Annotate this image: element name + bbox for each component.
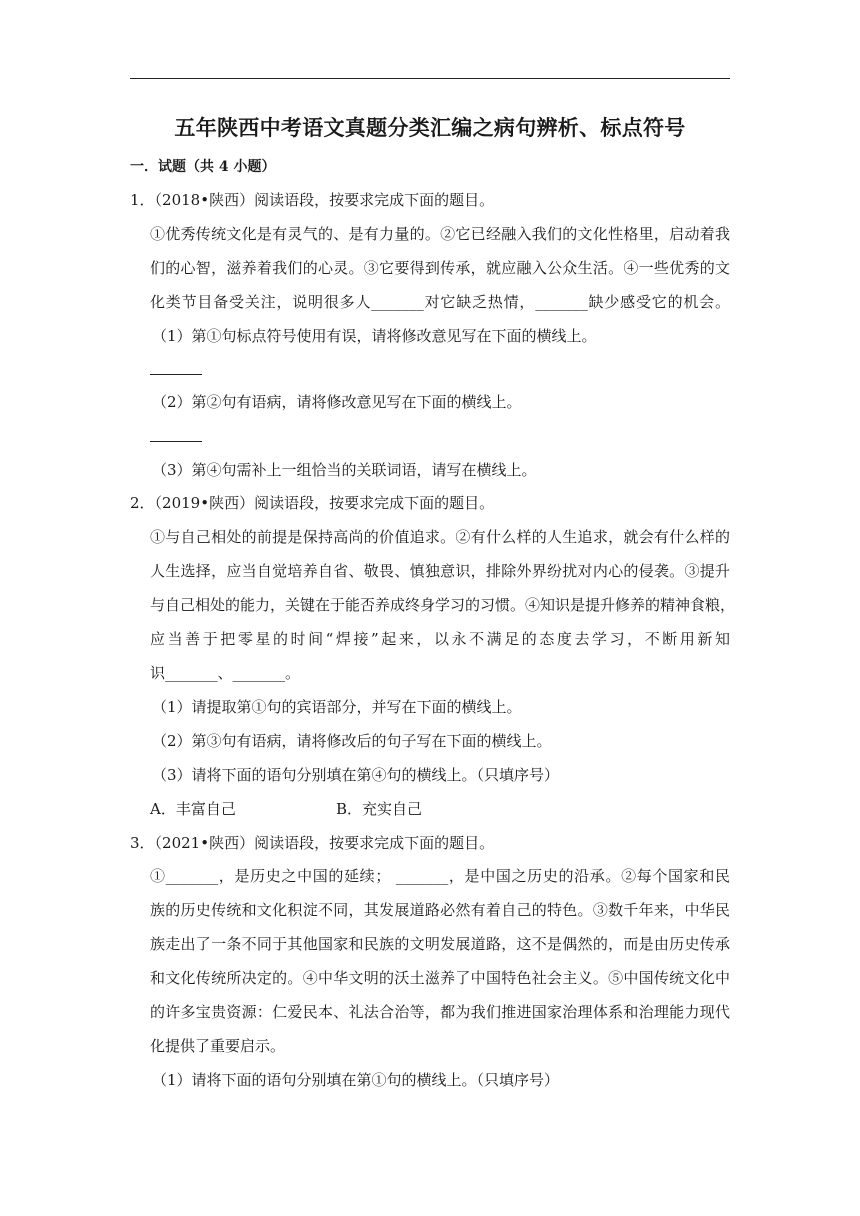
q3-passage-line: ①_______，是历史之中国的延续； _______，是中国之历史的沿承。②每个国家和民 [150,867,730,885]
q2-passage-line: 与自己相处的能力，关键在于能否养成终身学习的习惯。④知识是提升修养的精神食粮， [150,596,736,614]
q1-sub-question: （3）第④句需补上一组恰当的关联词语，请写在横线上。 [152,461,537,479]
q2-passage-line: 应当善于把零星的时间“焊接”起来，以永不满足的态度去学习，不断用新知 [150,630,730,648]
q3-passage-line: 和文化传统所决定的。④中华文明的沃土滋养了中国特色社会主义。⑤中国传统文化中 [150,969,730,987]
answer-line[interactable] [150,441,202,442]
q1-passage-line: 们的心智，滋养着我们的心灵。③它要得到传承，就应融入公众生活。④一些优秀的文 [150,259,730,277]
q1-stem: 1．（2018•陕西）阅读语段，按要求完成下面的题目。 [130,191,495,209]
q3-passage-line: 族的历史传统和文化积淀不同，其发展道路必然有着自己的特色。③数千年来，中华民 [150,901,730,919]
q2-option-a: A．丰富自己 [150,800,236,818]
q2-passage-line: 识_______、_______。 [150,664,301,682]
q2-stem: 2．（2019•陕西）阅读语段，按要求完成下面的题目。 [130,494,495,512]
q2-passage-line: 人生选择，应当自觉培养自省、敬畏、慎独意识，排除外界纷扰对内心的侵袭。③提升 [150,562,730,580]
section-heading: 一．试题（共 4 小题） [130,159,276,175]
header-rule [130,78,730,79]
q1-sub-question: （2）第②句有语病，请将修改意见写在下面的横线上。 [152,393,522,411]
q1-passage-line: ①优秀传统文化是有灵气的、是有力量的。②它已经融入我们的文化性格里，启动着我 [150,225,730,243]
q2-sub-question: （3）请将下面的语句分别填在第④句的横线上。（只填序号） [152,766,560,784]
q3-passage-line: 化提供了重要启示。 [150,1037,286,1055]
q2-sub-question: （1）请提取第①句的宾语部分，并写在下面的横线上。 [152,698,522,716]
q3-passage-line: 的许多宝贵资源：仁爱民本、礼法合治等，都为我们推进国家治理体系和治理能力现代 [150,1003,730,1021]
page-title: 五年陕西中考语文真题分类汇编之病句辨析、标点符号 [174,115,686,140]
q2-passage-line: ①与自己相处的前提是保持高尚的价值追求。②有什么样的人生追求，就会有什么样的 [150,528,730,546]
answer-line[interactable] [150,374,202,375]
q1-sub-question: （1）第①句标点符号使用有误，请将修改意见写在下面的横线上。 [152,327,597,345]
q3-passage-line: 族走出了一条不同于其他国家和民族的文明发展道路，这不是偶然的，而是由历史传承 [150,935,730,953]
q1-passage-line: 化类节目备受关注，说明很多人_______对它缺乏热情，_______缺少感受它的机会。 [150,293,730,311]
q2-sub-question: （2）第③句有语病，请将修改后的句子写在下面的横线上。 [152,732,552,750]
q2-option-b: B．充实自己 [336,800,423,818]
q3-stem: 3．（2021•陕西）阅读语段，按要求完成下面的题目。 [130,834,495,852]
q3-sub-question: （1）请将下面的语句分别填在第①句的横线上。（只填序号） [152,1071,560,1089]
